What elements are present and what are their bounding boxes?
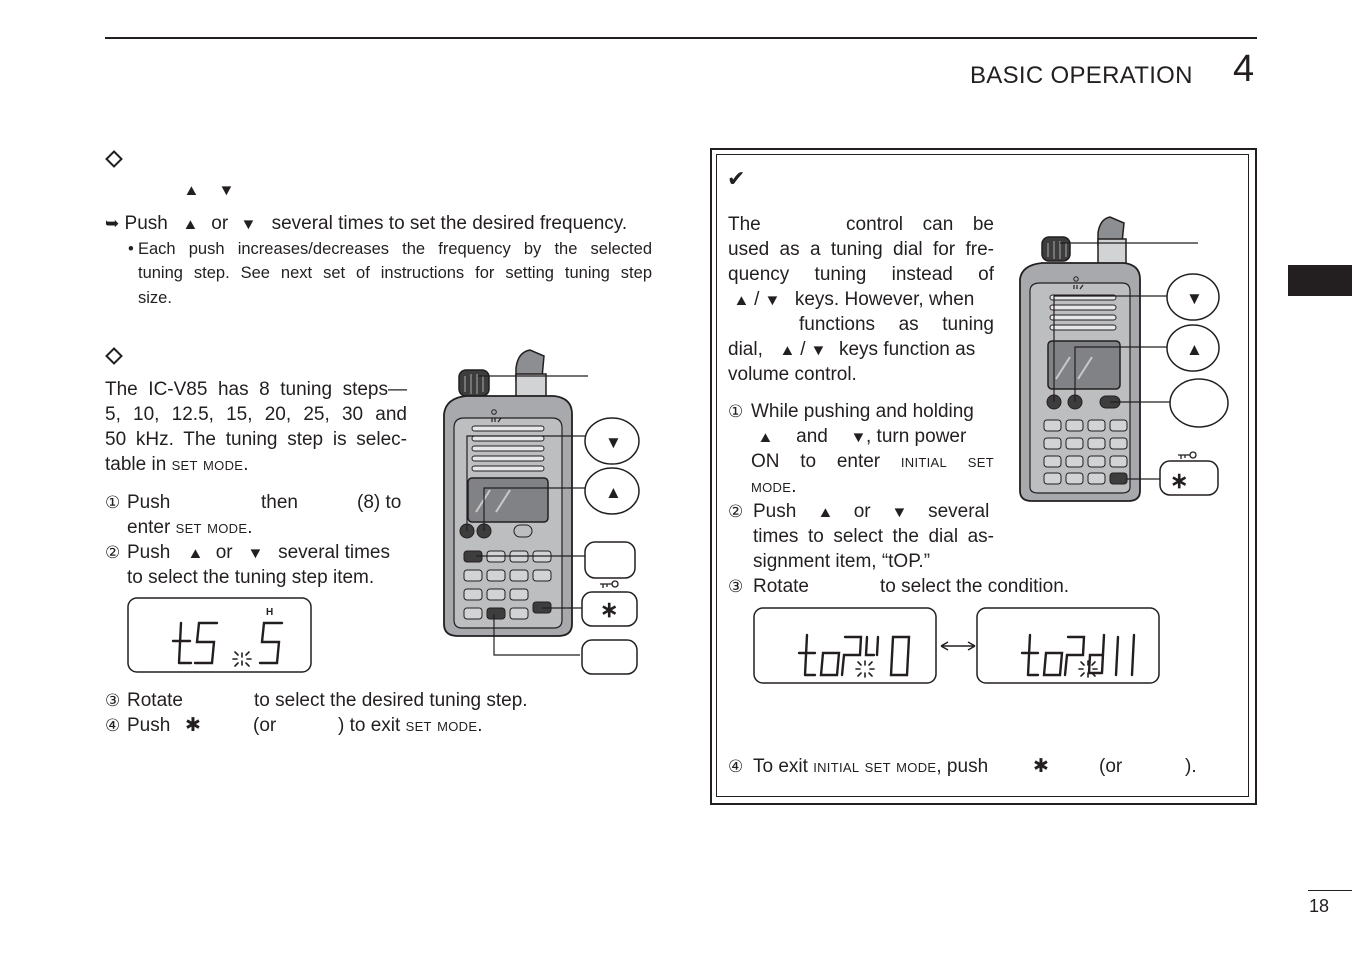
step3-rotate: Rotate	[127, 690, 183, 711]
note-p7: volume control.	[728, 364, 857, 385]
page-number: 18	[1309, 896, 1330, 916]
note-s2-d: times to select the dial as-	[753, 526, 994, 547]
step2-line-2: to select the tuning step item.	[127, 567, 375, 588]
triangle-down-icon: ▼	[1186, 289, 1203, 308]
key-icon	[1178, 452, 1196, 459]
step4-or: (or	[253, 715, 277, 736]
step-number: ①	[728, 402, 744, 421]
triangle-down-icon: ▼	[247, 545, 264, 562]
note-s4-or: (or	[1099, 756, 1123, 777]
note-p6: dial, ▲ / ▼ keys function as	[728, 337, 975, 363]
note-s3-a: Rotate	[753, 576, 809, 597]
note-s2-a: Push ▲ or ▼ several	[753, 499, 989, 525]
step-number: ①	[105, 493, 121, 512]
note-p2: used as a tuning dial for fre-	[728, 239, 994, 260]
asterisk-icon: ✱	[1033, 756, 1049, 777]
note-s2-e: signment item, “tOP.”	[753, 551, 931, 572]
lcd-display-tuning-step	[127, 597, 313, 674]
note-p5: functions as tuning	[799, 314, 994, 335]
arrow-bullet-icon: ➥	[105, 214, 120, 233]
note-p1-a: The	[728, 214, 761, 235]
triangle-up-icon: ▲	[757, 429, 774, 446]
note-s4-exit: To exit initial set mode, push	[753, 756, 989, 777]
triangle-down-icon: ▼	[605, 433, 622, 452]
note-s1-b: ▲ and ▼, turn power	[758, 424, 966, 450]
lcd-display-top-vo	[753, 607, 939, 685]
triangle-up-icon: ▲	[816, 504, 834, 521]
sec1-bullet-line-2: tuning step. See next set of instructions for setting tuning step	[138, 264, 652, 282]
step3-tail: to select the desired tuning step.	[254, 690, 528, 711]
triangle-down-icon: ▼	[240, 216, 258, 233]
step-number: ③	[728, 577, 744, 596]
step1-push: Push	[127, 492, 171, 513]
section-number: 4	[1233, 48, 1255, 90]
note-s4-close: ).	[1185, 756, 1197, 777]
triangle-up-icon: ▲	[733, 292, 750, 309]
note-s1-e: mode.	[751, 476, 797, 497]
diamond-outline-icon	[105, 150, 123, 168]
sec2-para-1: The IC-V85 has 8 tuning steps—	[105, 379, 407, 400]
step-number: ②	[105, 543, 121, 562]
handheld-radio-illustration	[432, 348, 644, 680]
lcd-h-indicator: H	[266, 607, 274, 618]
note-s3-b: to select the condition.	[880, 576, 1070, 597]
step-number: ④	[728, 757, 744, 776]
triangle-up-icon: ▲	[186, 545, 204, 562]
page-number-rule	[1308, 890, 1352, 891]
section-title: BASIC OPERATION	[970, 62, 1193, 89]
step1-line-2: enter set mode.	[127, 517, 253, 538]
note-p3: quency tuning instead of	[728, 264, 994, 285]
asterisk-icon: ∗	[600, 597, 619, 622]
sec1-bullet: •	[128, 240, 134, 258]
triangle-up-icon: ▲	[182, 216, 199, 233]
lcd-display-top-di	[976, 607, 1162, 685]
step1-eight: (8) to	[357, 492, 402, 513]
section-tab	[1288, 265, 1352, 296]
note-s1-d: ON to enter initial set	[751, 451, 994, 472]
sec1-step: ➥ Push ▲ or ▼ several times to set the desired frequency.	[105, 211, 627, 237]
step1-then: then	[261, 492, 298, 513]
note-p4: ▲ / ▼ keys. However, when	[734, 287, 974, 313]
step-number: ③	[105, 691, 121, 710]
header-rule	[105, 37, 1257, 39]
triangle-down-icon: ▼	[810, 342, 827, 359]
asterisk-icon: ✱	[185, 715, 201, 736]
step4-exit: ) to exit set mode.	[338, 715, 483, 736]
step4-push: Push	[127, 715, 171, 736]
double-arrow-icon	[939, 640, 977, 652]
step-number: ④	[105, 716, 121, 735]
triangle-up-icon: ▲	[183, 182, 200, 199]
triangle-up-icon: ▲	[605, 483, 622, 502]
key-icon	[600, 581, 618, 588]
triangle-up-icon: ▲	[779, 342, 796, 359]
triangle-up-icon: ▲	[1186, 340, 1203, 359]
title-key-row	[184, 182, 234, 200]
check-mark-icon: ✔	[727, 166, 746, 191]
triangle-down-icon: ▼	[850, 429, 867, 446]
sec1-bullet-line-3: size.	[138, 289, 172, 307]
note-s1-a: While pushing and holding	[751, 401, 974, 422]
asterisk-icon: ∗	[1170, 468, 1189, 493]
sec2-para-4: table in set mode.	[105, 454, 249, 475]
sec2-para-2: 5, 10, 12.5, 15, 20, 25, 30 and	[105, 404, 407, 425]
note-p1-b: control can be	[846, 214, 994, 235]
sec1-bullet-line-1: Each push increases/decreases the frequency by the selected	[138, 240, 652, 258]
step-number: ②	[728, 502, 744, 521]
triangle-down-icon: ▼	[891, 504, 908, 521]
triangle-down-icon: ▼	[218, 182, 235, 199]
handheld-radio-illustration	[1012, 215, 1234, 507]
sec2-para-3: 50 kHz. The tuning step is selec-	[105, 429, 407, 450]
diamond-outline-icon	[105, 347, 123, 365]
triangle-down-icon: ▼	[763, 292, 781, 309]
step2-line-1: Push ▲ or ▼ several times	[127, 540, 390, 566]
